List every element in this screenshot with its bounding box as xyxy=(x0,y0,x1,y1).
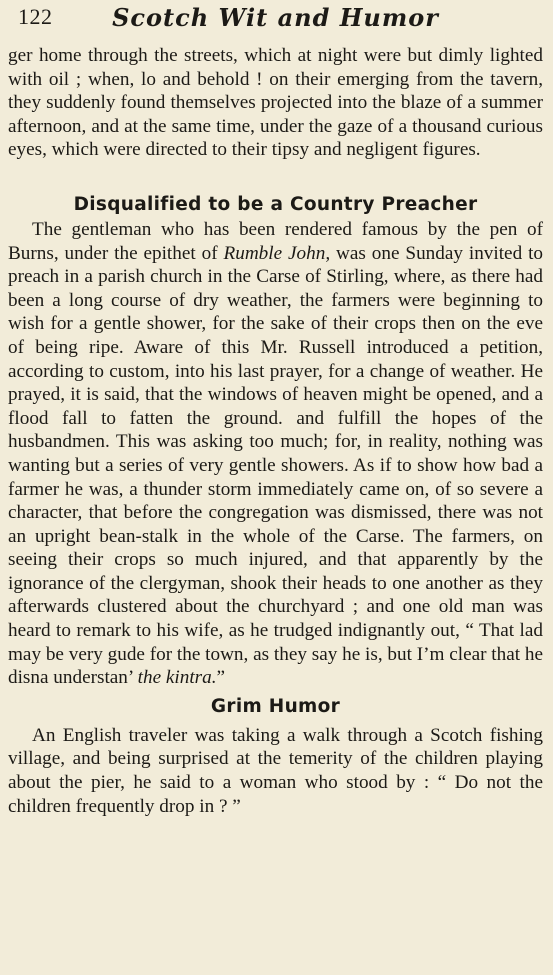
paragraph-text: was one Sunday invited to preach in a parish church in the Carse of Stirling, where, as there had been a long course of dry weather, the farmers were beginning to wish for a gentle shower, for the sake of their crops then on the eve of being ripe. Aware of this Mr. Russell introduced a petition, according to custom, into his last prayer, for a change of weather. He prayed, it is said, that the windows of heaven might be opened, and a flood fall to fatten the ground. and fulfill the hopes of the husbandmen. This was asking too much; for, in reality, nothing was wanting but a series of very gentle showers. As if to show how bad a farmer he was, a thunder storm immediately came on, of so severe a character, that before the congregation was dismissed, there was not an upright bean-stalk in the whole of the Carse. The farmers, on seeing their crops so much injured, and that apparently by the ignorance of the clergyman, shook their heads to one another as they afterwards clustered about the churchyard ; and one old man was heard to remark to his wife, as he trudged indignantly out, “ That lad may be very gude for the town, as they say he is, but I’m clear that he disna understan’ xyxy=(8,242,544,689)
running-title: Scotch Wit and Humor xyxy=(112,3,439,32)
italic-name: Rumble John, xyxy=(223,242,331,264)
section-heading-disqualified: Disqualified to be a Country Preacher xyxy=(73,193,478,215)
paragraph-text: The gentleman who has been rendered famous by the pen of Burns, under the epithet of xyxy=(8,218,543,264)
closing-quote: ” xyxy=(216,667,226,689)
section-heading-grim-humor: Grim Humor xyxy=(210,695,341,717)
paragraph-english-traveler: An English traveler was taking a walk through a Scotch fishing village, and being surprised at the temerity of the children playing about the pier, he said to a woman who stood by : “ Do not the children frequently drop in ? ” xyxy=(8,724,543,817)
paragraph-rumble-john xyxy=(8,218,543,690)
page-header xyxy=(8,0,543,44)
italic-quote-end: the kintra. xyxy=(137,667,217,689)
paragraph-continuation: ger home through the streets, which at night were but dimly lighted with oil ; when, lo and behold ! on their emerging from the tavern, they suddenly found themselves projected into the blaze of a summer afternoon, and at the same time, under the gaze of a thousand curious eyes, which were directed to their tipsy and negligent figures. xyxy=(8,45,543,161)
page-number: 122 xyxy=(18,4,53,29)
